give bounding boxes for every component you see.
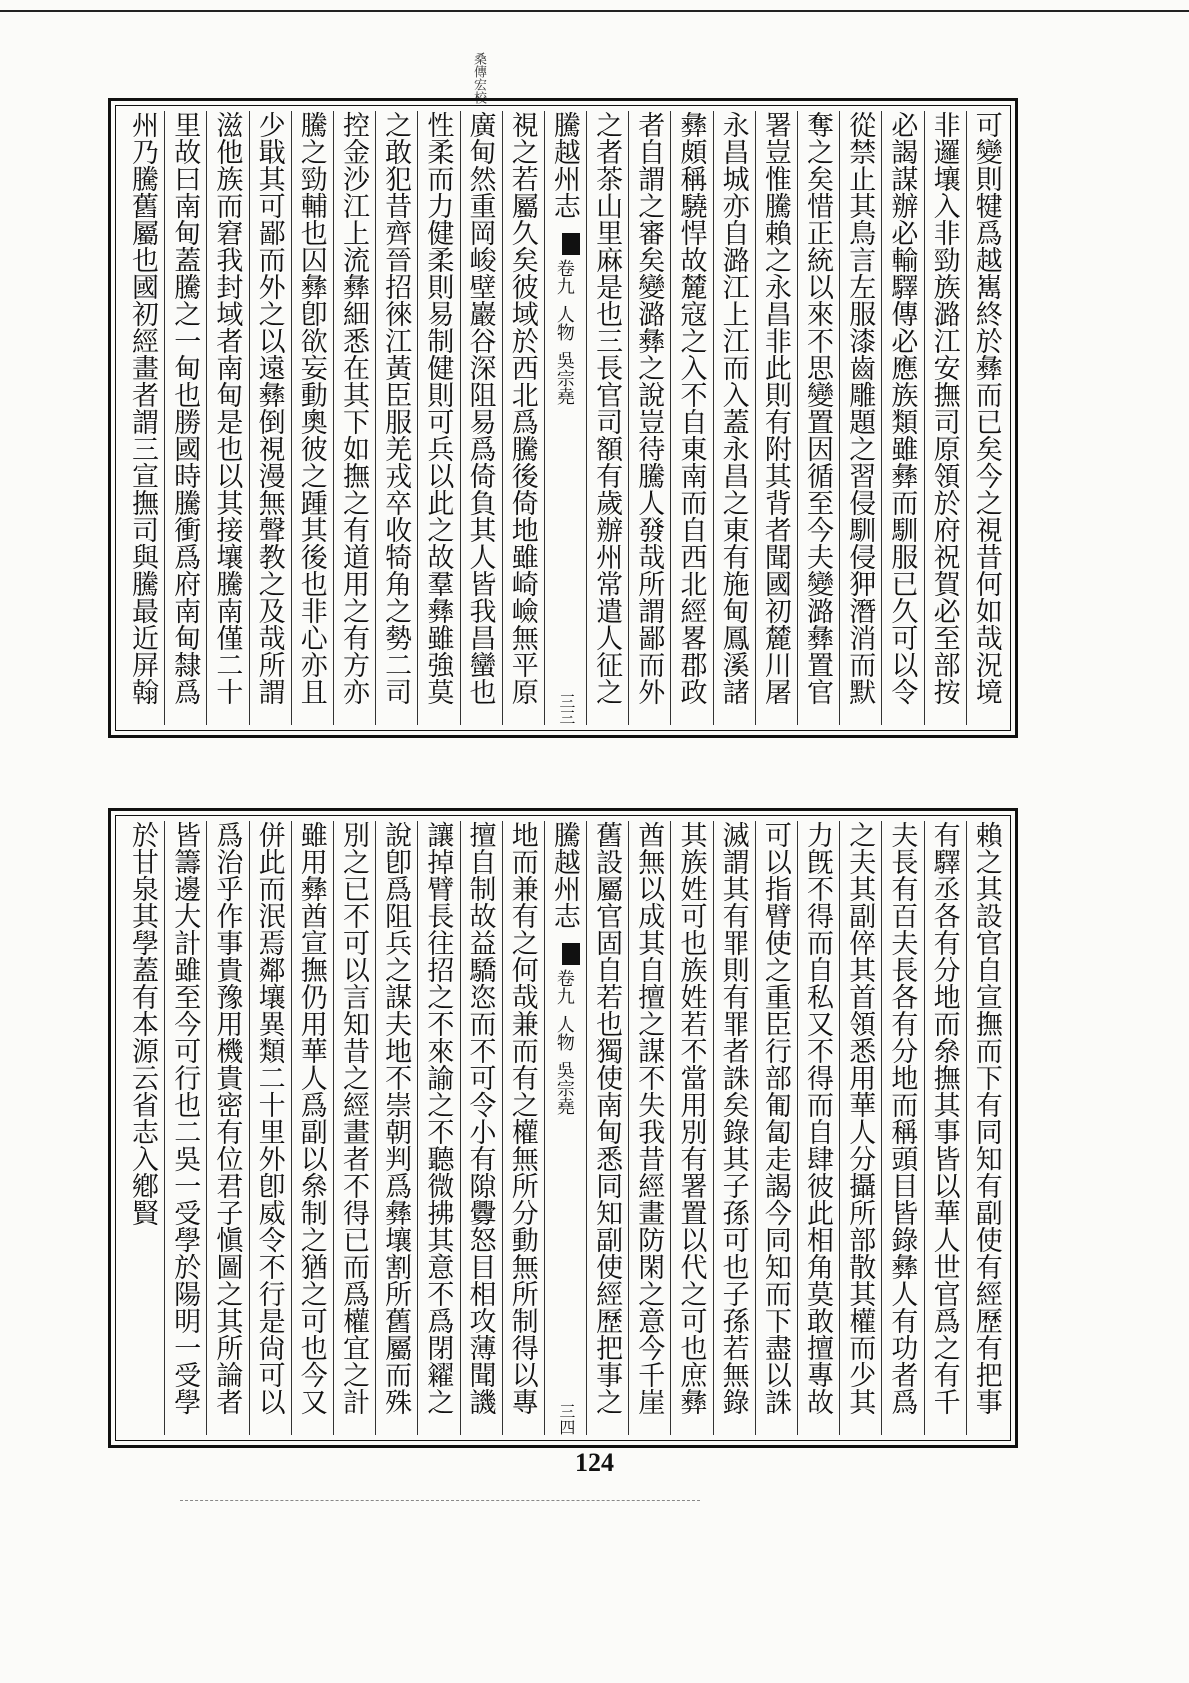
text-column: 有驛丞各有分地而㕘撫其事皆以華人世官爲之有千 — [924, 821, 961, 1435]
text-column: 奪之矣惜正統以來不思變置因循至今夫變潞彝置官 — [797, 111, 834, 725]
bottom-panel-columns — [123, 821, 1003, 1435]
heading-page: 三四 — [556, 1403, 576, 1435]
text-column: 之者茶山里麻是也三長官司額有歲辦州常遣人征之 — [586, 111, 623, 725]
text-column: 里故曰南甸蓋騰之一甸也勝國時騰衝爲府南甸隸爲 — [164, 111, 201, 725]
top-text-panel — [108, 98, 1018, 738]
text-column: 地而兼有之何哉兼而有之權無所分動無所制得以專 — [502, 821, 539, 1435]
text-column: 從禁止其鳥言左服漆齒雕題之習侵馴侵狎潛消而默 — [839, 111, 876, 725]
heading-page: 三三 — [556, 693, 576, 725]
heading-title: 騰越州志 — [548, 821, 580, 929]
fish-tail-mark — [562, 233, 580, 255]
heading-title: 騰越州志 — [548, 111, 580, 219]
text-column: 讓掉臂長往招之不來諭之不聽微拂其意不爲閉糴之 — [417, 821, 454, 1435]
top-panel-columns — [123, 111, 1003, 725]
heading-volume: 卷九 — [553, 259, 575, 295]
text-column: 雖用彝酋宣撫仍用華人爲副以㕘制之猶之可也今又 — [291, 821, 328, 1435]
heading-section: 人物 — [553, 305, 575, 341]
panel-heading — [544, 111, 581, 725]
text-column: 其族姓可也族姓若不當用別有署置以代之可也庶彝 — [670, 821, 707, 1435]
heading-volume: 卷九 — [553, 969, 575, 1005]
text-column: 永昌城亦自潞江上江而入蓋永昌之東有施甸鳳溪諸 — [713, 111, 750, 725]
text-column: 者自謂之審矣變潞彝之說豈待騰人發哉所謂鄙而外 — [628, 111, 665, 725]
text-column: 彝頗稱驍悍故麓寇之入不自東南而自西北經畧郡政 — [670, 111, 707, 725]
text-column: 少戢其可鄙而外之以遠彝倒視漫無聲教之及哉所謂 — [249, 111, 286, 725]
text-column: 控金沙江上流彝細悉在其下如撫之有道用之有方亦 — [333, 111, 370, 725]
text-column: 爲治乎作事貴豫用機貴密有位君子愼圖之其所論者 — [206, 821, 243, 1435]
text-column: 說卽爲阻兵之謀夫地不崇朝判爲彝壤割所舊屬而殊 — [375, 821, 412, 1435]
text-column: 滅謂其有罪則有罪者誅矣錄其子孫可也子孫若無錄 — [713, 821, 750, 1435]
footer-dashed-line — [180, 1500, 700, 1501]
text-column: 騰之勁輔也囚彝卽欲妄動奧彼之踵其後也非心亦且 — [291, 111, 328, 725]
text-column: 之夫其副倅其首領悉用華人分攝所部散其權而少其 — [839, 821, 876, 1435]
heading-author: 吳宗堯 — [553, 1061, 575, 1115]
text-column: 力旣不得而自私又不得而自肆彼此相角莫敢擅專故 — [797, 821, 834, 1435]
text-column: 廣甸然重岡峻壁巖谷深阻易爲倚負其人皆我昌蠻也 — [460, 111, 497, 725]
text-column: 於甘泉其學蓋有本源云省志入鄕賢 — [127, 821, 158, 1226]
text-column: 可以指臂使之重臣行部匍匐走謁今同知而下盡以誅 — [755, 821, 792, 1435]
top-border-line — [0, 0, 1189, 12]
text-column: 併此而泯焉鄰壤異類二十里外卽威令不行是尙可以 — [249, 821, 286, 1435]
library-stamp: 桑傳宏校 — [471, 52, 486, 104]
text-column: 酋無以成其自擅之謀不失我昔經畫防閑之意今千崖 — [628, 821, 665, 1435]
text-column: 視之若屬久矣彼域於西北爲騰後倚地雖崎嶮無平原 — [502, 111, 539, 725]
text-column: 之敢犯昔齊晉招徠江黃臣服羌戎卒收犄角之勢二司 — [375, 111, 412, 725]
fish-tail-mark — [562, 943, 580, 965]
text-column: 必謁謀辦必輸驛傳必應族類雖彝而馴服已久可以令 — [881, 111, 918, 725]
heading-author: 吳宗堯 — [553, 351, 575, 405]
text-column: 署豈惟騰賴之永昌非此則有附其背者聞國初麓川屠 — [755, 111, 792, 725]
text-column: 性柔而力健柔則易制健則可兵以此之故羣彝雖強莫 — [417, 111, 454, 725]
text-column: 別之已不可以言知昔之經畫者不得已而爲權宜之計 — [333, 821, 370, 1435]
panel-heading — [544, 821, 581, 1435]
text-column: 滋他族而窘我封域者南甸是也以其接壤騰南僅二十 — [206, 111, 243, 725]
text-column: 賴之其設官自宣撫而下有同知有副使有經歷有把事 — [966, 821, 1003, 1435]
heading-section: 人物 — [553, 1015, 575, 1051]
text-column: 可變則犍爲越嶲終於彝而已矣今之視昔何如哉況境 — [966, 111, 1003, 725]
text-column: 非邏壤入非勁族潞江安撫司原領於府祝賀必至部按 — [924, 111, 961, 725]
text-column: 皆籌邊大計雖至今可行也二吳一受學於陽明一受學 — [164, 821, 201, 1435]
page-number: 124 — [575, 1448, 614, 1477]
text-column: 夫長有百夫長各有分地而稱頭目皆錄彝人有功者爲 — [881, 821, 918, 1435]
text-column: 州乃騰舊屬也國初經畫者謂三宣撫司與騰最近屏翰 — [127, 111, 158, 705]
bottom-text-panel — [108, 808, 1018, 1448]
text-column: 擅自制故益驕恣而不可令小有隙釁怒目相攻薄聞譏 — [460, 821, 497, 1435]
text-column: 舊設屬官固自若也獨使南甸悉同知副使經歷把事之 — [586, 821, 623, 1435]
